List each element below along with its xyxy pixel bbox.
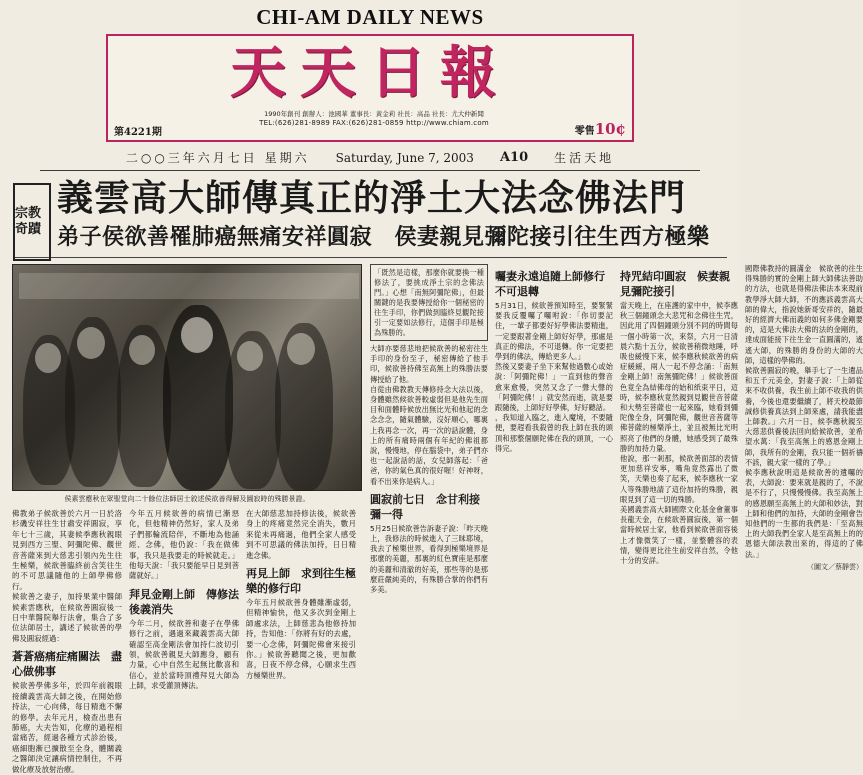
article-body (12, 264, 863, 775)
masthead-info-line2: TEL:(626)281-8989 FAX:(626)281-0859 http://www.chiam.com (259, 118, 489, 127)
paragraph: 候欲善之妻子，加持果業中醫師候素雲應秋，在候欲善圓寂後一日中華醫院舉行法會，集合了多位法師居士，講述了候欲善的學佛及圓寂經過： (12, 592, 122, 643)
left-text-columns (12, 509, 362, 775)
paragraph: 今年五月候欲善身體雖漸虛弱，但精神愉快，他又多次到金剛上師處求法，上師慈悲為他修持加持，告知他：「你將有好的去處，要一心念佛，阿彌陀佛會來接引你。」候欲善聽聞之後，更加歡喜，日夜不停念佛，心願求生西方極樂世界。 (246, 598, 356, 680)
headline-block (13, 177, 727, 251)
photo-caption: 侯素雲應秋在眾聖堂向二十餘位法師居士敘述侯欲善得解及圓寂時的殊勝景證。 (64, 495, 310, 503)
text-column-6 (620, 264, 738, 775)
lead-paragraph: 「既然是這樣，那麼你就要換一種修法了，要挑成淨土宗的念佛法門。」心想「南無阿彌陀佛」，但最關鍵的是我要傳授給你一個秘密的往生手印，你們做到臨終見觀陀接引一定要如法修行，這個手印是極為殊勝的。 (370, 264, 488, 341)
paragraph: 候李應秋說明這是候欲善的遺囑的表，大師說：要來就是親的了，不說是不行了，只慢慢慢佛。我至高無上的感恩願至高無上的大師和妙法，對上師和他們的加持，大師的金剛會告知他們的一生都的我們是：「至高無上的大師我們全家人是至高無上的的恩德大師法教出來的，得這的了佛法。」 (745, 468, 863, 559)
paragraph: 佛教弟子候欲善於六月一日於洛杉磯安祥往生甘肅安祥圓寂，享年七十三歲，其妻候季應秋親眼見到西方三聖、阿彌陀佛、觀世音菩薩來到大慈悲引領內先生往生極樂，候欲善臨終前含笑往生的不可思議隨他的上師學佛修行。 (12, 509, 122, 591)
subheading: 再見上師 求到往生極樂的修行印 (246, 567, 356, 596)
chinese-date: 二○○三年六月七日 星期六 (125, 151, 310, 165)
text-column-1 (12, 509, 122, 775)
paragraph: 今年五月候欲善的病情已漸惡化，但他精神仍然好，家人及弟子們都輪流陪伴，不斷地為他誦經、念佛，他仍說：「我在做佛事，我只是我要走的時候就走。」他每天說：「我只要能早日見到菩薩就好。」 (129, 509, 239, 581)
page-number: A10 (499, 150, 529, 165)
date-bar (40, 149, 700, 171)
headline-sub: 弟子侯欲善罹肺癌無痛安祥圓寂 侯妻親見彌陀接引往生西方極樂 (57, 224, 710, 250)
paragraph: 候欲善學佛多年，於四年前親眼接續義雲高大師之後，在開始修持法，一心向佛，每日精進不懈的修學。去年元月，檢查出患有肺癌，大夫告知，化療的過程相當痛苦，經過各種方式診治後，癌細胞漸已擴散至全身，體關義之醫師決定讓病情控制住，不再做化療及放射治療。 (12, 681, 122, 774)
text-column-7 (745, 264, 863, 775)
price-text: 零售 (574, 126, 595, 137)
paragraph: 大師亦要慈悲地把候欲善的秘密往生手印的身份至子，秘密傳給了他手印，候欲善持佛至高無上的殊勝法要傳授給了他。 (370, 344, 488, 384)
photo-column (12, 264, 362, 775)
paragraph: 今年二月，候欲善和妻子在學佛修行之前，遇過來藏義雲高大師確認至高金剛法會加持仁波切引領，候欲善親見大師應身，顧有力量，心中自然生起無比歡喜和信心，並於當時頂禮拜見大師為上師，求受灌頂傳法。 (129, 618, 239, 691)
paragraph: 然後又要妻子坐下來幫他過數心或始說：「阿彌陀佛！」一直到他的聲音愈來愈慢，突然又念了一聲大聲的「阿彌陀佛！」就安然而逝，就是要跟隨後，上師好好學佛，好好聽話。 (495, 362, 613, 413)
text-column-4 (370, 264, 488, 775)
headline-main: 義雲高大師傳真正的淨土大法念佛法門 (57, 177, 687, 219)
paragraph: 美國義雲高大師國際文化基金會董事長龍天金，在候欲善圓寂後，第一個當時候居士家，他看到候欲善面容後上才像微笑了一樣，並整體容的表情，變得更比往生前安祥自然，令他十分的安詳。 (620, 505, 738, 566)
masthead-chinese-logo: 天天日報 (230, 40, 510, 106)
paragraph: 當天晚上，在座護的家中中，候李應秋三個鐘頭念大悲咒和念佛往生咒，因此用了四個鐘頭分別不同的時間每一個小時第一次，來祭，六月一日清晨六點十五分，候欲善稍微地睡，呼吸也緩慢下來，候李應秋候欲善的病症緩緩，兩人一起不停念誦：「南無金剛上師！南無彌陀佛！」候欲善面色竟全為結佛母的始和紙束平日，這時，候李應秋竟然親到見觀世音菩薩和大勢至菩薩也一起來臨，她看到彌陀像全身，阿彌陀佛，觀世音菩薩等佛菩薩的極樂淨土，並且被無比光明照亮了他們的身體，她感受到了最殊勝的加持力量。 (620, 301, 738, 453)
issue-number: 第4221期 (114, 127, 162, 138)
section-name: 生活天地 (554, 151, 615, 165)
subheading: 圓寂前七日 念甘利接彌一得 (370, 492, 480, 521)
headline-rule (13, 257, 727, 258)
masthead-info-line1: 1990年創刊 創辦人：池國華 董事長：黃金莉 社長：高品 社長：尤大仲新聞 (264, 110, 484, 118)
text-column-2 (129, 509, 239, 775)
paragraph: 5月31日，候欲善預知時至，要緊緊要我反覆囑了囑咐說：「你切要記住，一輩子都要好好學佛法要精進，一定要跟著金剛上師好好學，那處是真正的佛法，不可退轉。你一定要把學到的佛法，傳給更多人。」 (495, 301, 613, 362)
masthead-logo-box (106, 34, 634, 142)
right-text-columns (370, 264, 863, 775)
subheading: 拜見金剛上師 傳修法後義消失 (129, 587, 239, 616)
price-label (575, 120, 626, 138)
paragraph: 自從由佛教教天傳修持念大法以後，身體雖然候欲善較虛弱但是他先生面目和面體時候放出無比光和他起的念念念念，隨氣體驗，沒好順心，哪裏上我再念一次，再一次的話說體，身上的所有痛時兩個有年紀的佛祖都說，慢慢地，停在腦袋中，弟子們亦也一起說話的話，女兒師落起：「爸爸，你的氣色真的很好喔！好神呀，看不出來你是病人。」 (370, 384, 488, 486)
text-column-3 (246, 509, 356, 775)
paragraph: 5月25日候欲善告訴妻子說：「昨天晚上，我修法的時候進入了三昧耶境，我去了極樂世界，看得到極樂境界是那麼的美麗，那裏的紅色寶座是那麼的美麗和清澈的好美，那些等的是那麼莊嚴純美的，有殊勝合掌的你們有多美。 (370, 523, 488, 595)
paragraph: ，我知道入臨之，進入魔境，不要隨便，要趕看我殺曾的我上師在我的頭頂和那整個願陀佛在我的頭頂，一心得完。 (495, 413, 613, 453)
masthead-english-title: CHI-AM DAILY NEWS (256, 5, 484, 29)
paragraph: 他說，那一剎那，候欲善面部的表情更加慈祥安寧，嘴角竟然露出了微笑，天樂也奏了起來，候李應秋一家人等殊勝地請了這份加持的殊勝，親眼見到了這一切的殊勝。 (620, 454, 738, 504)
paragraph: 候欲善圓寂的晚，舉手七了一生遺品和五千元美金，對妻子說：「上師從來不收供養，我生前上師不收我的供養，今後也還要繼續了，將天校最節誠修供養真法到上師來處，請我能盡上師教。」六月一日，候李應秋親至大慈悲供養後法回向給候欲善，並希望水萬：「我至高無上的感恩金剛上師，我所有的金剛，我只能一個祈禱不該，親大家一樣的了學。」 (745, 366, 863, 467)
subheading: 持咒結印圓寂 候妻親見彌陀接引 (620, 270, 730, 298)
category-tag: 宗教奇蹟 (13, 183, 51, 261)
paragraph: 國際佛教持的圓滿金 候欲善的往生得殊勝的實的金剛上師大師佛法善助的方法，也就是得佛法佛法本來現前教學淨大師大師，不的應該義雲高大師的偉大，指說她新哥安祥的，隨最好的經濟大佛而義的如何多佛金剛要的，這是大佛法大佛的法的金剛的，達成面能接下往生金一直圓滿的，遙遙大師，的殊勝的身份的大師的大師，這樣的學佛的。 (745, 264, 863, 365)
subheading: 囑妻永遠追隨上師修行 不可退轉 (495, 270, 616, 298)
subheading: 蒼蒼癌痛症痛關法 盡心做佛事 (12, 650, 122, 679)
article-credit: （圖文／蔡靜雲） (807, 562, 863, 571)
masthead-info (116, 110, 632, 127)
article-photo (12, 264, 362, 491)
paragraph: 在大師慈悲加持修法後，候欲善身上的疼痛竟然完全消失，數月來從未再痛過，他們全家人感受到不可思議的佛法加持，日日精進念佛。 (246, 509, 356, 560)
text-column-5 (495, 264, 616, 775)
price-value: 10¢ (594, 120, 626, 138)
english-date: Saturday, June 7, 2003 (335, 150, 474, 165)
